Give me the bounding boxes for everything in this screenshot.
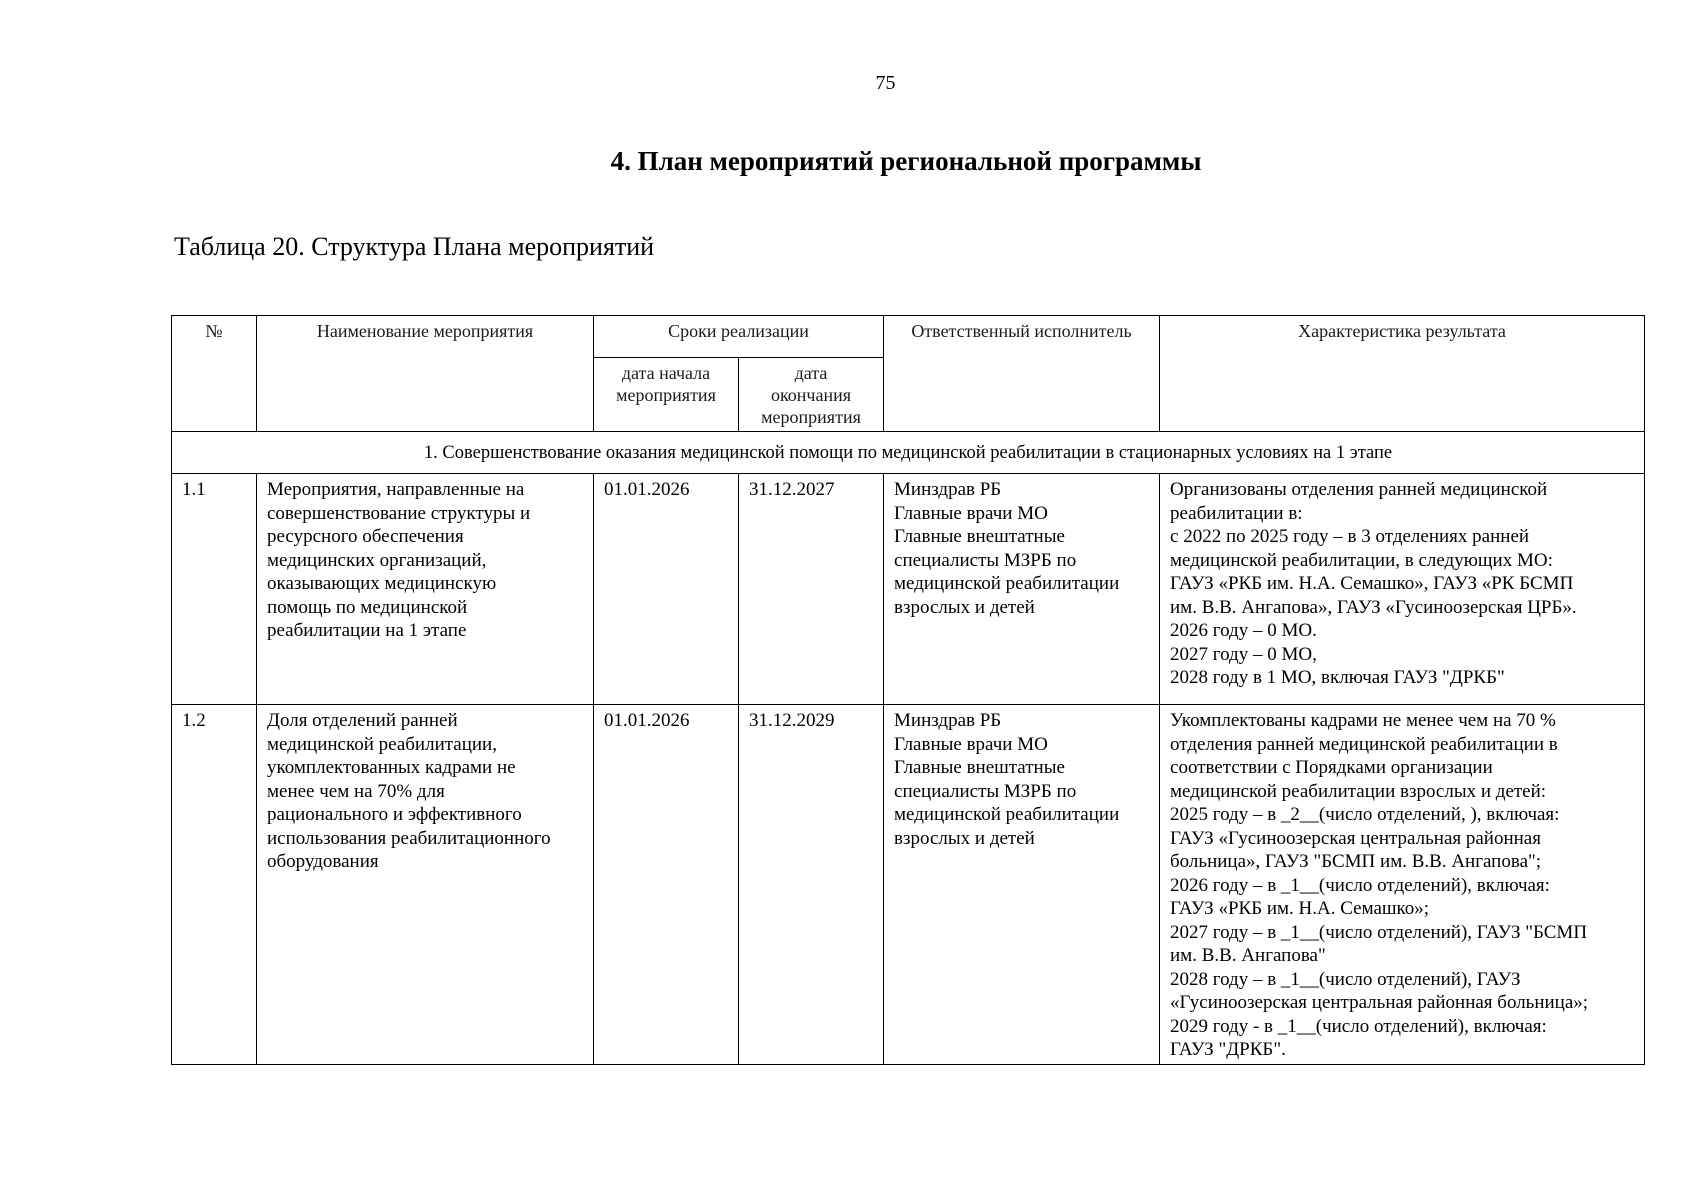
row-name: Мероприятия, направленные на совершенствование структуры и ресурсного обеспечения медицинских организаций, оказывающих медицинскую помощь по медицинской реабилитации на 1 этапе [257,474,594,705]
section-title: 4. План мероприятий региональной программы [610,146,1202,176]
row-end-date: 31.12.2029 [739,705,884,1065]
row-start-date: 01.01.2026 [594,705,739,1065]
row-result: Укомплектованы кадрами не менее чем на 70 % отделения ранней медицинской реабилитации в соответствии с Порядками организации медицинской реабилитации взрослых и детей: 2025 году – в _2__(число отделений, ), включая: ГАУЗ «Гусиноозерская центральная районная больница», ГАУЗ "БСМП им. В.В. Ангапова"; 2026 году – в _1__(число отделений), включая: ГАУЗ «РКБ им. Н.А. Семашко»; 2027 году – в _1__(число отделений), ГАУЗ "БСМП им. В.В. Ангапова" 2028 году – в _1__(число отделений), ГАУЗ «Гусиноозерская центральная районная больница»; 2029 году - в _1__(число отделений), включая: ГАУЗ "ДРКБ". [1160,705,1645,1065]
table-caption: Таблица 20. Структура Плана мероприятий [174,232,655,261]
table-header-row [172,316,1645,358]
section-heading: 1. Совершенствование оказания медицинской помощи по медицинской реабилитации в стационарных условиях на 1 этапе [172,432,1645,474]
row-name: Доля отделений ранней медицинской реабилитации, укомплектованных кадрами не менее чем на 70% для рационального и эффективного использования реабилитационного оборудования [257,705,594,1065]
row-end-date: 31.12.2027 [739,474,884,705]
row-result: Организованы отделения ранней медицинской реабилитации в: с 2022 по 2025 году – в 3 отделениях ранней медицинской реабилитации, в следующих МО: ГАУЗ «РКБ им. Н.А. Семашко», ГАУЗ «РК БСМП им. В.В. Ангапова», ГАУЗ «Гусиноозерская ЦРБ». 2026 году – 0 МО. 2027 году – 0 МО, 2028 году в 1 МО, включая ГАУЗ "ДРКБ" [1160,474,1645,705]
row-responsible: Минздрав РБ Главные врачи МО Главные внештатные специалисты МЗРБ по медицинской реабилитации взрослых и детей [884,705,1160,1065]
table-row [172,474,1645,705]
section-row [172,432,1645,474]
header-start-date: дата начала мероприятия [594,358,739,432]
plan-table [171,315,1645,1065]
page-number: 75 [875,72,896,94]
header-number: № [172,316,257,432]
row-responsible: Минздрав РБ Главные врачи МО Главные внештатные специалисты МЗРБ по медицинской реабилитации взрослых и детей [884,474,1160,705]
header-end-date: дата окончания мероприятия [739,358,884,432]
header-name: Наименование мероприятия [257,316,594,432]
row-start-date: 01.01.2026 [594,474,739,705]
row-number: 1.2 [172,705,257,1065]
header-result: Характеристика результата [1160,316,1645,432]
header-terms: Сроки реализации [594,316,884,358]
row-number: 1.1 [172,474,257,705]
table-row [172,705,1645,1065]
header-responsible: Ответственный исполнитель [884,316,1160,432]
